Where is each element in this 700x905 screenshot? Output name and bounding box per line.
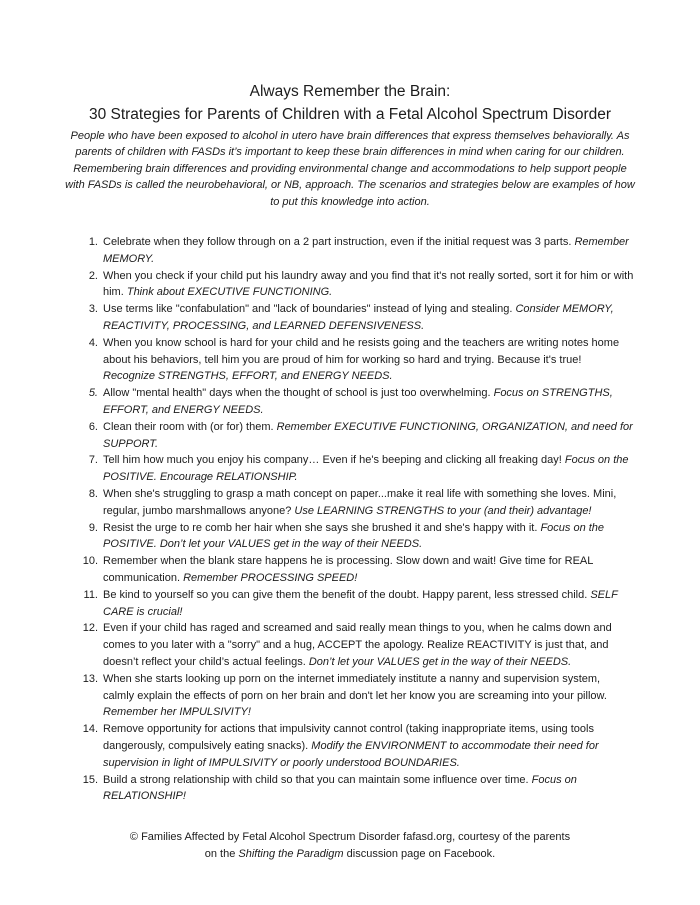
item-number: 15. — [82, 773, 98, 786]
item-number: 8. — [88, 487, 98, 500]
item-number: 14. — [82, 723, 98, 736]
facebook-line — [0, 846, 700, 863]
item-strategy: Recognize STRENGTHS, EFFORT, and ENERGY NEEDS. — [103, 370, 393, 383]
intro-paragraph: People who have been exposed to alcohol in utero have brain differences that express themselves behaviorally. As parents of children with FASDs it’s important to keep these brain differences in mind when caring for our children. Remembering brain differences and providing environmental change and accommodations to help support people with FASDs is called the neurobehavioral, or NB, approach. The scenarios and strategies below are examples of how to put this knowledge into action. — [65, 130, 635, 208]
strategy-list — [66, 234, 634, 805]
item-number: 10. — [82, 555, 98, 568]
item-strategy: Use LEARNING STRENGTHS to your (and their) advantage! — [294, 504, 592, 517]
item-text: Even if your child has raged and screamed and said really mean things to you, when he calms down and comes to you later with a "sorry" and a hug, ACCEPT the apology. Realize REACTIVITY is just that, and doesn’t reflect your child’s actual feelings. — [103, 622, 612, 668]
item-strategy: SELF CARE is crucial! — [103, 588, 618, 618]
item-number: 1. — [88, 236, 98, 249]
facebook-line-post: discussion page on Facebook. — [343, 848, 496, 861]
item-text: Use terms like "confabulation" and "lack of boundaries" instead of lying and stealing. — [103, 303, 516, 316]
item-text: Be kind to yourself so you can give them the benefit of the doubt. Happy parent, less stressed child. — [103, 588, 591, 601]
item-strategy: Modify the ENVIRONMENT to accommodate their need for supervision in light of IMPULSIVITY or poorly understood BOUNDARIES. — [103, 739, 599, 769]
copyright-line: © Families Affected by Fetal Alcohol Spectrum Disorder fafasd.org, courtesy of the parents — [129, 831, 571, 844]
item-strategy: Think about EXECUTIVE FUNCTIONING. — [126, 286, 333, 299]
item-text: When she starts looking up porn on the internet immediately institute a nanny and supervision system, calmly explain the effects of porn on her brain and don't let her know you are screaming into your pillow. — [103, 672, 607, 702]
item-number: 4. — [88, 336, 98, 349]
item-number: 3. — [88, 303, 98, 316]
document-title — [0, 80, 700, 126]
title-line-1: Always Remember the Brain: — [249, 83, 451, 100]
item-text: Resist the urge to re comb her hair when she says she brushed it and she's happy with it. — [103, 521, 541, 534]
item-strategy: Focus on the POSITIVE. Don’t let your VALUES get in the way of their NEEDS. — [103, 521, 605, 551]
list-item — [66, 419, 634, 453]
item-text: Allow "mental health" days when the thought of school is just too overwhelming. — [103, 387, 494, 400]
footer — [0, 829, 700, 863]
item-text: When she's struggling to grasp a math concept on paper...make it real life with something she loves. Mini, regular, jumbo marshmallows anyone? — [103, 487, 617, 517]
item-text: Remove opportunity for actions that impulsivity cannot control (taking inappropriate items, using tools dangerously, compulsively eating snacks). — [103, 723, 594, 752]
item-number: 9. — [88, 521, 98, 534]
item-number: 6. — [88, 420, 98, 433]
item-text: When you know school is hard for your child and he resists going and the teachers are writing notes home about his behaviors, tell him you are proud of him for working so hard and trying. Because it's true! — [103, 336, 620, 366]
item-text: Build a strong relationship with child so that you can maintain some influence over time. — [103, 773, 532, 786]
item-strategy: Remember EXECUTIVE FUNCTIONING, ORGANIZATION, and need for SUPPORT. — [103, 420, 633, 450]
item-strategy: Consider MEMORY, REACTIVITY, PROCESSING, and LEARNED DEFENSIVENESS. — [103, 303, 614, 333]
list-item — [66, 587, 634, 621]
item-text: Tell him how much you enjoy his company… Even if he's beeping and clicking all freaking day! — [103, 454, 565, 467]
item-strategy: Remember PROCESSING SPEED! — [183, 571, 358, 584]
list-item — [66, 385, 634, 419]
item-number: 13. — [82, 672, 98, 685]
item-number: 2. — [88, 269, 98, 282]
item-number: 12. — [82, 622, 98, 635]
item-number: 5. — [88, 387, 98, 400]
item-strategy: Remember her IMPULSIVITY! — [103, 706, 251, 719]
list-item — [66, 553, 634, 587]
item-strategy: Remember MEMORY. — [103, 236, 629, 265]
item-text: Celebrate when they follow through on a 2 part instruction, even if the initial request was 3 parts. — [103, 236, 575, 249]
item-strategy: Focus on RELATIONSHIP! — [103, 773, 577, 803]
item-number: 7. — [88, 454, 98, 467]
item-number: 11. — [83, 588, 98, 601]
item-text: When you check if your child put his laundry away and you find that it's not really sorted, sort it for him or with him. — [103, 269, 634, 299]
item-text: Remember when the blank stare happens he is processing. Slow down and wait! Give time for REAL communication. — [103, 555, 593, 584]
list-item — [66, 301, 634, 335]
facebook-line-pre: on the — [204, 848, 239, 861]
item-text: Clean their room with (or for) them. — [103, 420, 277, 433]
item-strategy: Focus on the POSITIVE. Encourage RELATIONSHIP. — [103, 454, 629, 484]
list-item — [66, 452, 634, 486]
facebook-line-page-name: Shifting the Paradigm — [238, 848, 344, 861]
list-item — [66, 234, 634, 268]
list-item — [66, 772, 634, 806]
list-item — [66, 620, 634, 670]
list-item — [66, 268, 634, 302]
title-line-2: 30 Strategies for Parents of Children with a Fetal Alcohol Spectrum Disorder — [88, 106, 612, 123]
list-item — [66, 721, 634, 771]
item-strategy: Don’t let your VALUES get in the way of their NEEDS. — [308, 655, 572, 668]
list-item — [66, 486, 634, 520]
item-strategy: Focus on STRENGTHS, EFFORT, and ENERGY NEEDS. — [103, 387, 613, 416]
list-item — [66, 671, 634, 721]
list-item — [66, 335, 634, 385]
list-item — [66, 520, 634, 554]
